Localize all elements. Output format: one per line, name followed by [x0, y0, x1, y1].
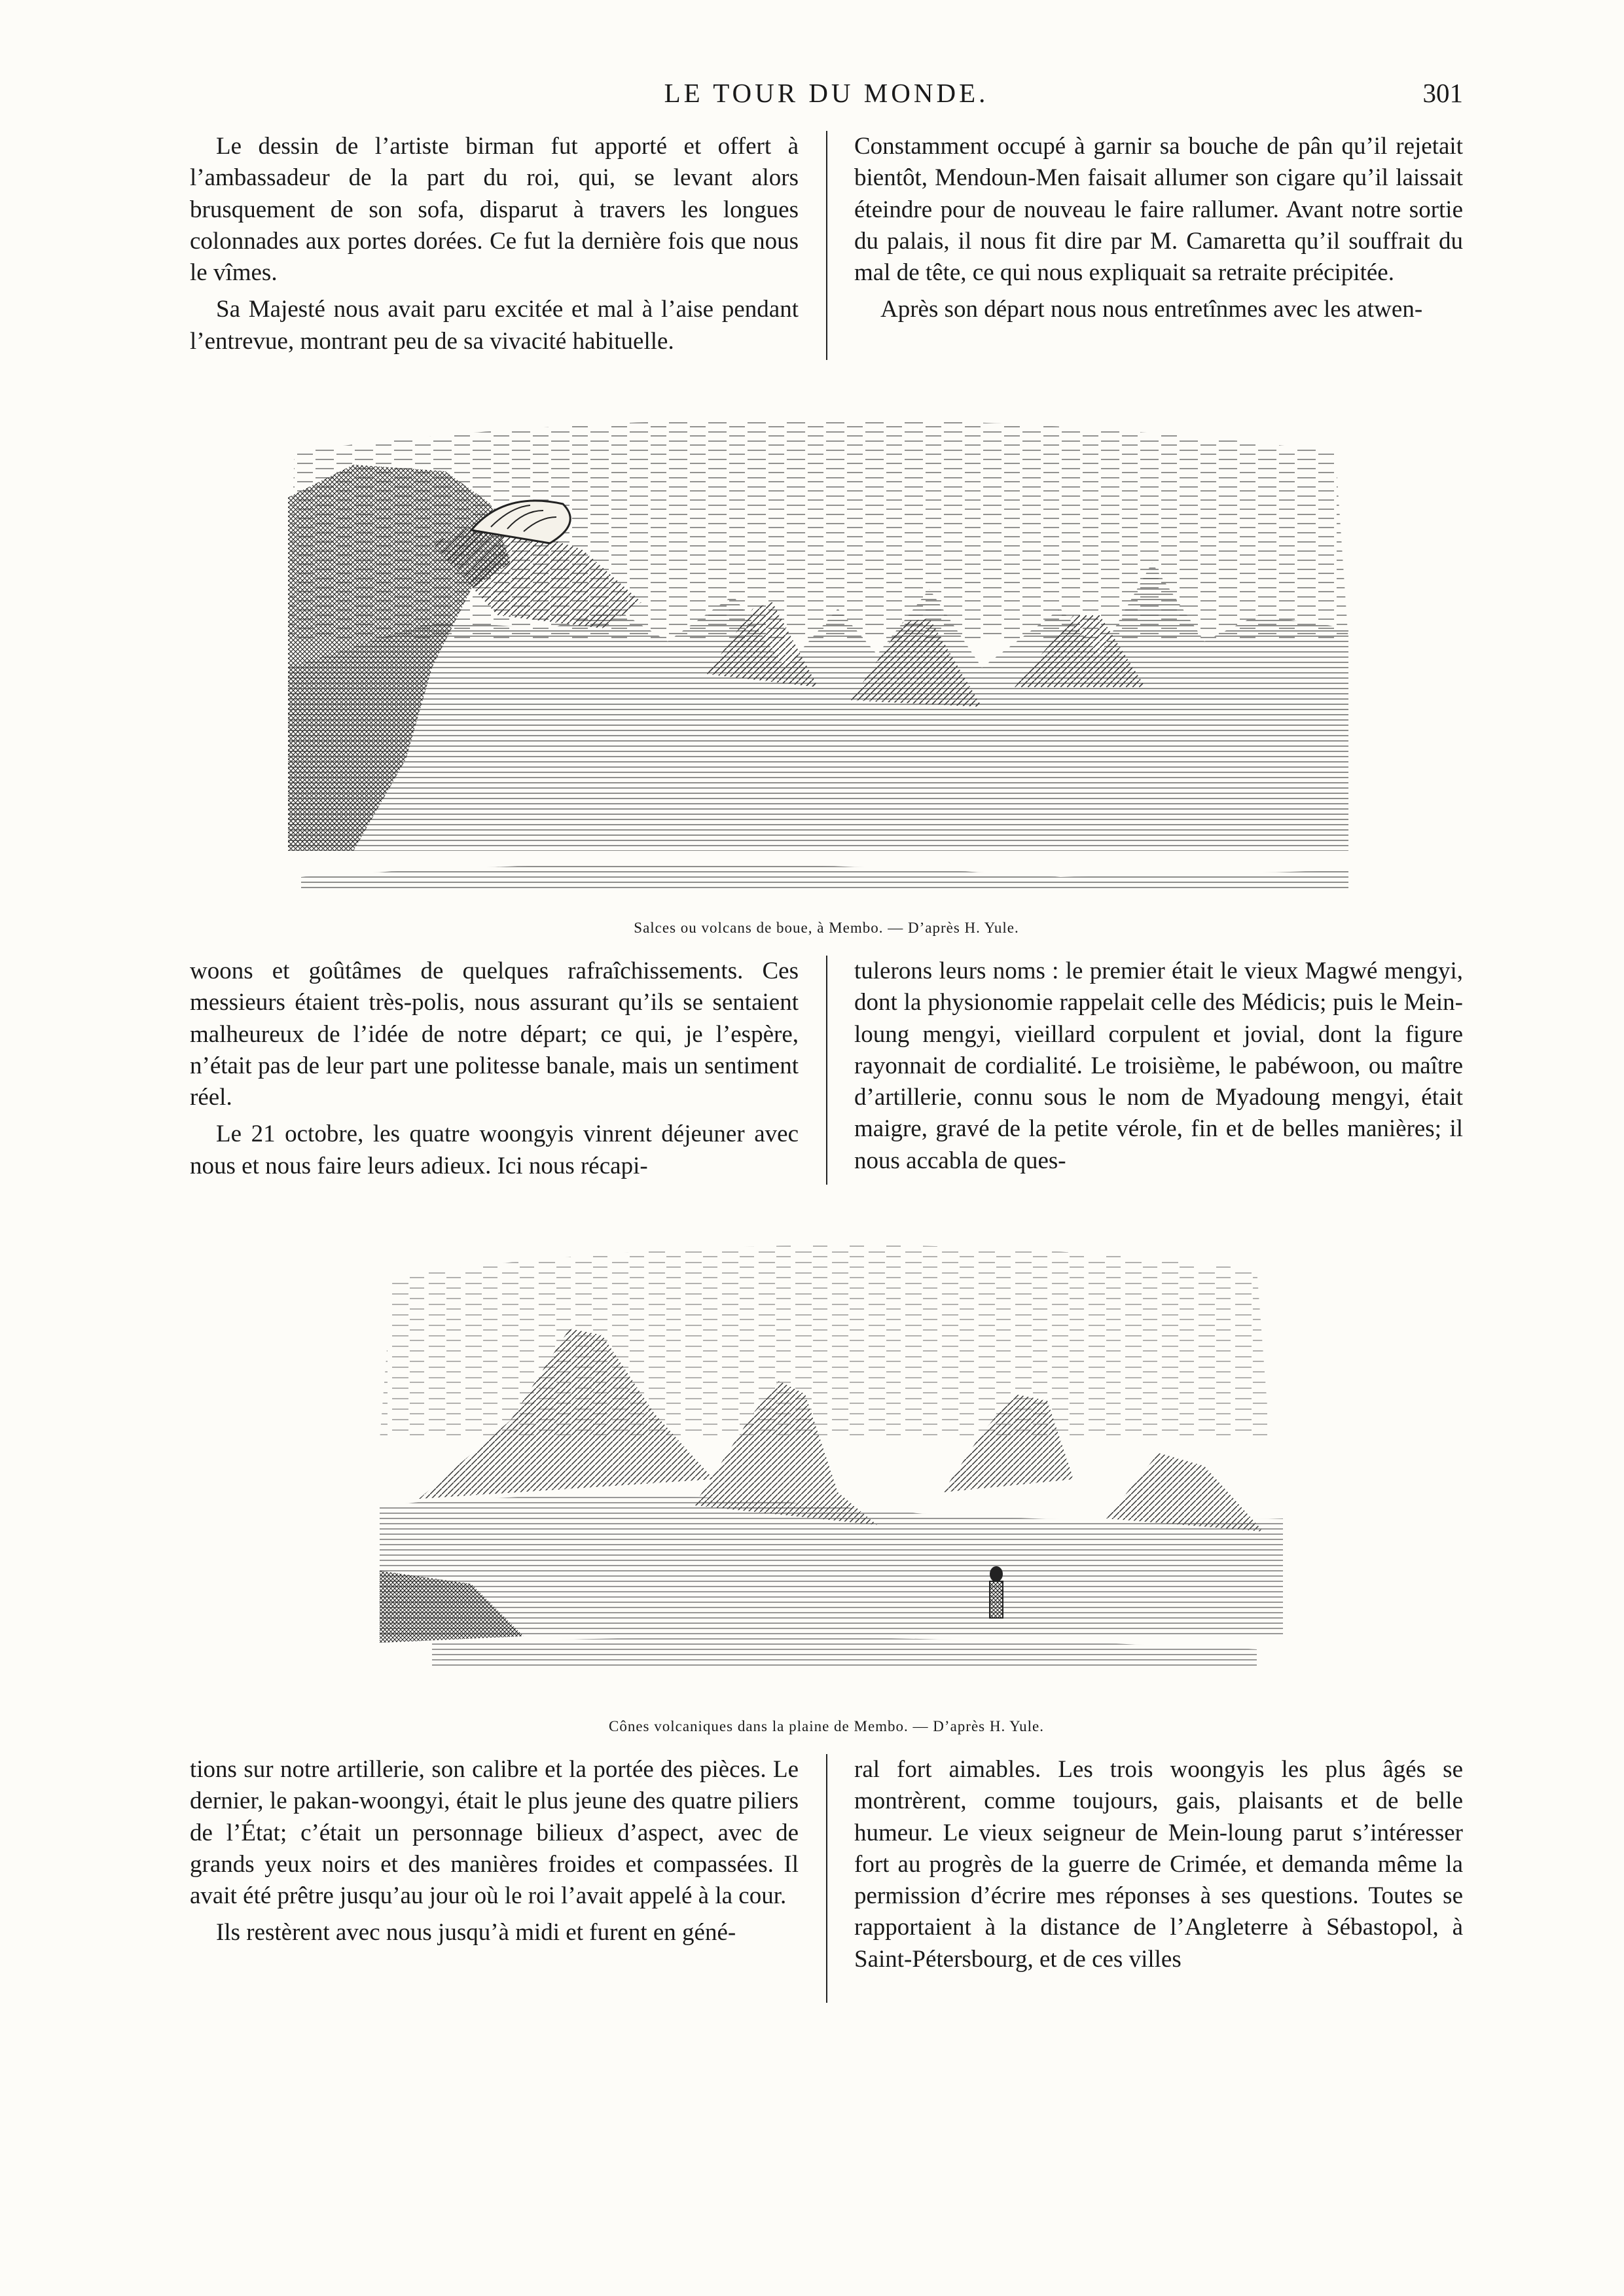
middle-text-block: [190, 956, 1463, 1198]
paragraph: Ils restèrent avec nous jusqu’à midi et furent en géné-: [216, 1919, 736, 1946]
paragraph: tions sur notre artillerie, son calibre et la portée des pièces. Le dernier, le pakan-woongyi, était le plus jeune des quatre piliers de l’État; c’était un personnage bilieux d’aspect, avec de grands yeux noirs et des manières froides et compassées. Il avait été prêtre jusqu’au jour où le roi l’avait appelé à la cour.: [190, 1756, 799, 1910]
paragraph: Après son départ nous nous entretînmes avec les atwen-: [880, 296, 1423, 323]
top-left-column: [190, 131, 799, 363]
engraving-volcanic-cones: [353, 1217, 1296, 1689]
running-title: LE TOUR DU MONDE.: [664, 78, 989, 108]
paragraph: ral fort aimables. Les trois woongyis les plus âgés se montrèrent, comme toujours, gais, plaisants et de belle humeur. Le vieux seigneur de Mein-loung parut s’intéresser fort au progrès de la guerre de Crimée, et demanda même la permission d’écrire mes réponses à ses questions. Toutes se rapportaient à la distance de l’Angleterre à Sébastopol, à Saint-Pétersbourg, et de ces villes: [854, 1756, 1463, 1973]
bottom-text-block: [190, 1754, 1463, 2016]
column-rule: [826, 1754, 827, 2003]
paragraph: woons et goûtâmes de quelques rafraîchissements. Ces messieurs étaient très-polis, nous assurant qu’ils se sentaient malheureux de l’idée de notre départ; ce qui, je l’espère, n’était pas de leur part une politesse banale, mais un sentiment réel.: [190, 958, 799, 1111]
paragraph: Le dessin de l’artiste birman fut apporté et offert à l’ambassadeur de la part du roi, qui, se levant alors brusquement de son sofa, disparut à travers les longues colonnades aux portes dorées. Ce fut la dernière fois que nous le vîmes.: [190, 133, 799, 287]
engraving-mud-volcanoes: [275, 393, 1362, 903]
middle-left-column: [190, 956, 799, 1187]
paragraph: Sa Majesté nous avait paru excitée et mal à l’aise pendant l’entrevue, montrant peu de sa vivacité habituelle.: [190, 296, 799, 355]
standing-figure: [990, 1566, 1003, 1618]
page-number: 301: [1422, 78, 1463, 108]
middle-right-column: [854, 956, 1463, 1182]
page-header: [190, 77, 1463, 117]
figure-caption: Salces ou volcans de boue, à Membo. — D’après H. Yule.: [634, 920, 1019, 936]
paragraph: tulerons leurs noms : le premier était le vieux Magwé mengyi, dont la physionomie rappelait celle des Médicis; puis le Mein-loung mengyi, vieillard corpulent et jovial, dont la figure rayonnait de cordialité. Le troisième, le pabéwoon, ou maître d’artillerie, connu sous le nom de Myadoung mengyi, était maigre, gravé de la petite vérole, fin et de belles manières; il nous accabla de ques-: [854, 958, 1463, 1174]
top-text-block: [190, 131, 1463, 373]
top-right-column: [854, 131, 1463, 331]
column-rule: [826, 956, 827, 1185]
bottom-left-column: [190, 1754, 799, 1954]
paragraph: Constamment occupé à garnir sa bouche de pân qu’il rejetait bientôt, Mendoun-Men faisait allumer son cigare qu’il laissait éteindre pour de nouveau le faire rallumer. Avant notre sortie du palais, il nous fit dire par M. Camaretta qu’il souffrait du mal de tête, ce qui nous expliquait sa retraite précipitée.: [854, 133, 1463, 287]
paragraph: Le 21 octobre, les quatre woongyis vinrent déjeuner avec nous et nous faire leurs adieux. Ici nous récapi-: [190, 1121, 799, 1179]
column-rule: [826, 131, 827, 360]
figure-caption: Cônes volcaniques dans la plaine de Membo. — D’après H. Yule.: [608, 1718, 1045, 1734]
bottom-right-column: [854, 1754, 1463, 1981]
